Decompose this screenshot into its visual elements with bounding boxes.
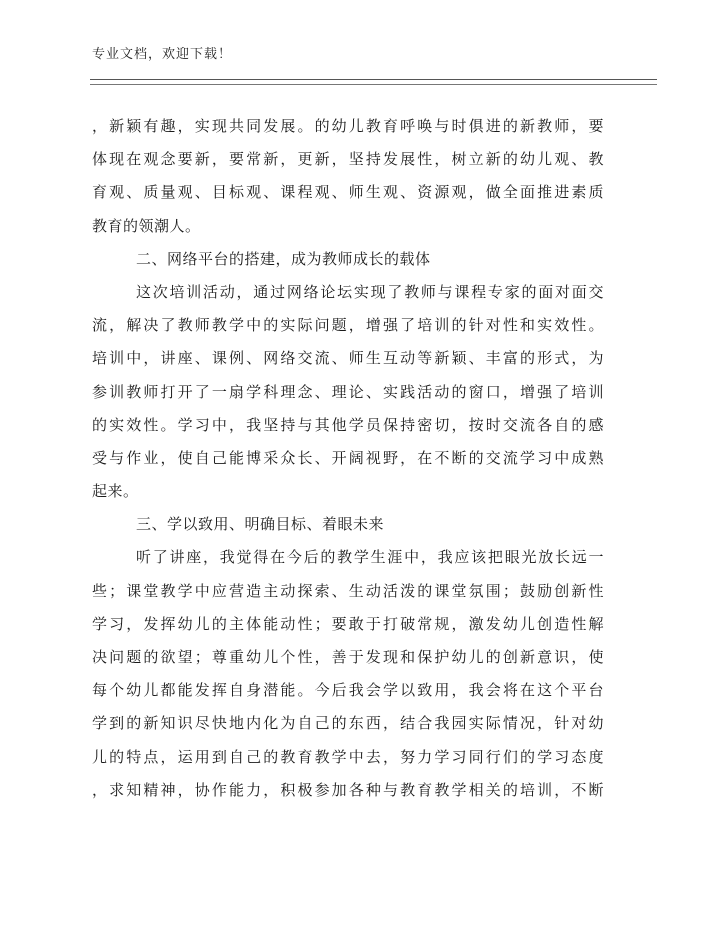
- text-line: 培训中，讲座、课例、网络交流、师生互动等新颖、丰富的形式，为: [92, 349, 604, 368]
- text-line: 的实效性。学习中，我坚持与其他学员保持密切，按时交流各自的感: [92, 415, 604, 434]
- text-line: 听了讲座，我觉得在今后的教学生涯中，我应该把眼光放长远一: [136, 548, 604, 567]
- text-line: 体现在观念要新，要常新，更新，坚持发展性，树立新的幼儿观、教: [92, 150, 604, 169]
- text-line: 受与作业，使自己能博采众长、开阔视野，在不断的交流学习中成熟: [92, 448, 604, 467]
- text-line: 些；课堂教学中应营造主动探索、生动活泼的课堂氛围；鼓励创新性: [92, 581, 604, 600]
- header-rule-thick: [90, 79, 657, 80]
- page-header: 专业文档，欢迎下载！: [92, 47, 233, 62]
- section-heading: 二、网络平台的搭建，成为教师成长的载体: [136, 249, 431, 268]
- text-line: 起来。: [92, 482, 139, 501]
- text-line: 学到的新知识尽快地内化为自己的东西，结合我园实际情况，针对幼: [92, 714, 604, 733]
- text-line: 每个幼儿都能发挥自身潜能。今后我会学以致用，我会将在这个平台: [92, 681, 604, 700]
- document-body: [92, 110, 604, 807]
- text-line: ，新颖有趣，实现共同发展。的幼儿教育呼唤与时俱进的新教师，要: [92, 117, 604, 135]
- text-line: 学习，发挥幼儿的主体能动性；要敢于打破常规，激发幼儿创造性解: [92, 614, 604, 633]
- text-line: 儿的特点，运用到自己的教育教学中去，努力学习同行们的学习态度: [92, 747, 604, 766]
- header-rule-thin: [90, 84, 657, 85]
- text-line: ，求知精神，协作能力，积极参加各种与教育教学相关的培训，不断: [92, 780, 604, 799]
- section-heading: 三、学以致用、明确目标、着眼未来: [136, 515, 385, 534]
- text-line: 这次培训活动，通过网络论坛实现了教师与课程专家的面对面交: [136, 282, 604, 301]
- text-line: 教育的领潮人。: [92, 216, 201, 235]
- text-line: 流，解决了教师教学中的实际问题，增强了培训的针对性和实效性。: [92, 316, 604, 335]
- text-line: 决问题的欲望；尊重幼儿个性，善于发现和保护幼儿的创新意识，使: [92, 648, 604, 666]
- text-line: 参训教师打开了一扇学科理念、理论、实践活动的窗口，增强了培训: [92, 382, 604, 401]
- text-line: 育观、质量观、目标观、课程观、师生观、资源观，做全面推进素质: [92, 183, 604, 202]
